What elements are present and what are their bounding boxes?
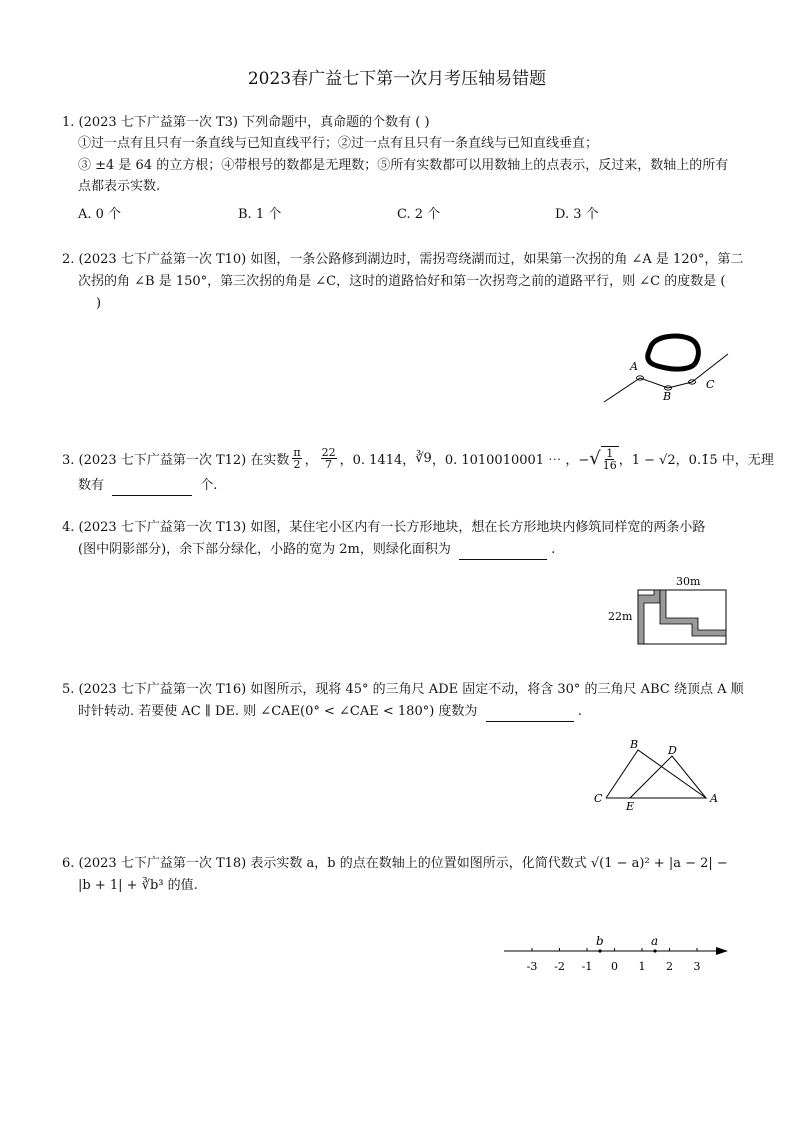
tick-label: 3 [693, 960, 701, 973]
answer-blank[interactable] [459, 545, 547, 560]
label-a: A [710, 792, 718, 805]
fraction-pi-over-2: π 2 [293, 445, 301, 471]
answer-blank[interactable] [486, 707, 574, 722]
q1-line-4: 点都表示实数. [78, 179, 161, 194]
q3-line-1: 3. (2023 七下广益第一次 T12) 在实数 π 2 ， 22 7 ，0. 1414， ∛9 ，0. 1010010001 ⋯ ，− √ 1 16 ，1 − √2，0.1̇5̇ 中，无理 [62, 445, 774, 472]
number-line-diagram [500, 930, 732, 976]
q2-line-2: 次拐的角 ∠B 是 150°，第三次拐的角是 ∠C，这时的道路恰好和第一次拐弯之前的道路平行，则 ∠C 的度数是 ( [78, 274, 726, 289]
q4-line-1: 4. (2023 七下广益第一次 T13) 如图，某住宅小区内有一长方形地块，想在长方形地块内修筑同样宽的两条小路 [62, 520, 706, 535]
q1-option-b: B. 1 个 [238, 207, 282, 222]
point-b-dot [598, 949, 601, 952]
triangle-abc [606, 750, 706, 798]
tick-label: 1 [638, 960, 646, 973]
label-b: B [663, 390, 672, 403]
q3-line-2: 数有 个. [78, 476, 217, 496]
tick-label: -3 [526, 960, 538, 973]
tick-label: -1 [581, 960, 593, 973]
tick-label: 0 [611, 960, 618, 973]
q1-line-3: ③ ±4 是 64 的立方根；④带根号的数都是无理数；⑤所有实数都可以用数轴上的点表示，反过来，数轴上的所有 [78, 158, 729, 173]
label-b: B [630, 738, 639, 751]
triangle-ade [630, 756, 706, 798]
point-a-dot [653, 949, 656, 952]
answer-blank[interactable] [112, 481, 192, 496]
q1-option-a: A. 0 个 [78, 207, 122, 222]
tick-marks [527, 948, 701, 973]
q2-line-3: ) [96, 296, 102, 311]
cube-root-9: ∛9 [415, 450, 432, 466]
label-c: C [594, 792, 603, 805]
tick-label: 2 [666, 960, 673, 973]
label-e: E [626, 800, 635, 813]
height-label: 22m [608, 610, 633, 623]
fraction-22-over-7: 22 7 [321, 445, 336, 471]
label-d: D [668, 744, 677, 757]
q5-line-2: 时针转动. 若要使 AC ∥ DE. 则 ∠CAE(0° < ∠CAE < 180°) 度数为 . [78, 702, 582, 722]
q1-option-c: C. 2 个 [397, 207, 441, 222]
arrow-icon [716, 947, 728, 955]
garden-plot-diagram [604, 572, 734, 648]
lake-road-diagram [596, 328, 736, 408]
q3-prefix: 3. (2023 七下广益第一次 T12) 在实数 [62, 452, 290, 468]
point-b-label: b [596, 934, 604, 948]
q2-line-1: 2. (2023 七下广益第一次 T10) 如图，一条公路修到湖边时，需拐弯绕湖而过，如果第一次拐的角 ∠A 是 120°，第二 [62, 252, 744, 267]
triangle-rulers-diagram [590, 734, 730, 814]
q6-line-2: |b + 1| + ∛b³ 的值. [78, 878, 198, 893]
q1-line-2: ①过一点有且只有一条直线与已知直线平行；②过一点有且只有一条直线与已知直线垂直； [78, 136, 599, 151]
width-label: 30m [676, 575, 701, 588]
q4-line-2: (图中阴影部分)，余下部分绿化，小路的宽为 2m，则绿化面积为 . [78, 540, 555, 560]
page-title: 2023春广益七下第一次月考压轴易错题 [247, 69, 547, 89]
point-a-label: a [651, 934, 659, 948]
tick-label: -2 [554, 960, 565, 973]
sqrt-1-over-16: √ 1 16 [589, 446, 617, 472]
label-a: A [630, 360, 638, 373]
q1-line-1: 1. (2023 七下广益第一次 T3) 下列命题中，真命题的个数有 ( ) [62, 115, 430, 130]
q1-option-d: D. 3 个 [555, 207, 599, 222]
q5-line-1: 5. (2023 七下广益第一次 T16) 如图所示，现将 45° 的三角尺 ADE 固定不动，将含 30° 的三角尺 ABC 绕顶点 A 顺 [62, 682, 744, 697]
q6-line-1: 6. (2023 七下广益第一次 T18) 表示实数 a，b 的点在数轴上的位置如图所示，化简代数式 √(1 − a)² + |a − 2| − [62, 856, 728, 871]
label-c: C [706, 378, 715, 391]
lake-outline [648, 336, 699, 369]
